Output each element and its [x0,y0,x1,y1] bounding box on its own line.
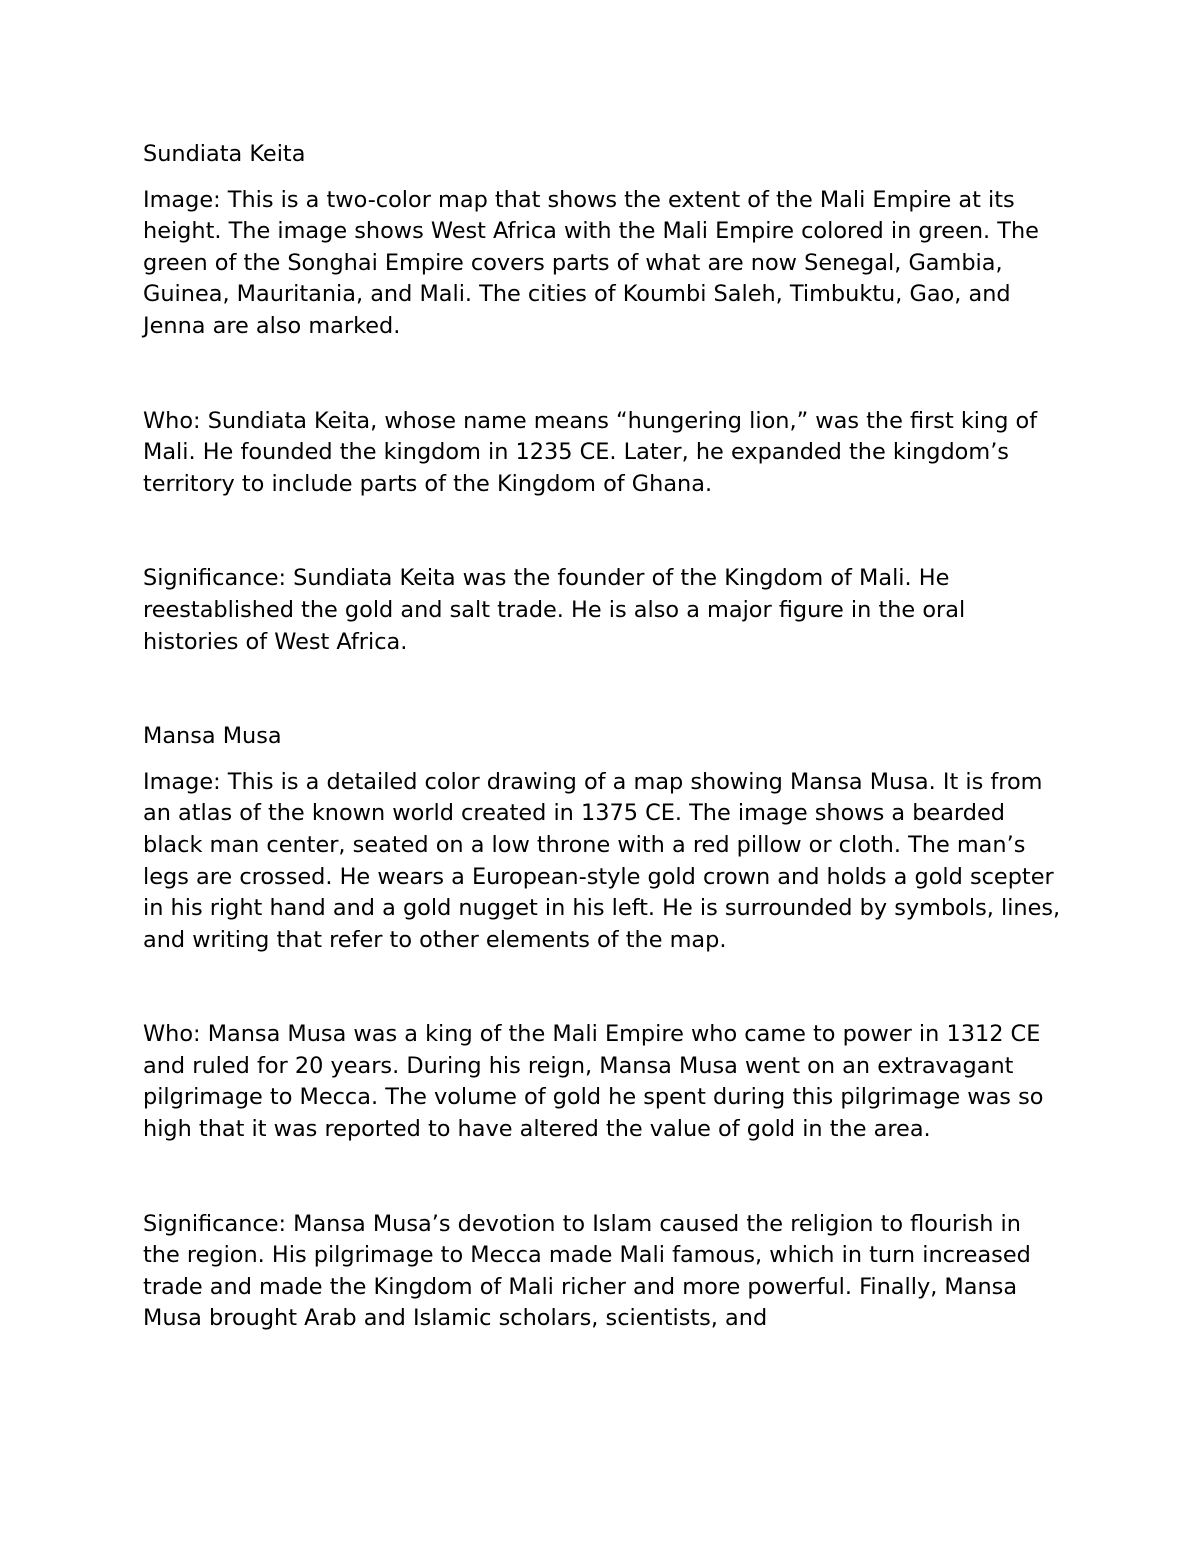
significance-paragraph: Significance: Sundiata Keita was the founder of the Kingdom of Mali. He reestablished the gold and salt trade. He is also a major figure in the oral histories of West Africa. [143,565,966,655]
document-body [143,139,1063,1335]
section-title: Mansa Musa [143,723,282,750]
who-paragraph: Who: Mansa Musa was a king of the Mali Empire who came to power in 1312 CE and ruled for 20 years. During his reign, Mansa Musa went on an extravagant pilgrimage to Mecca. The volume of gold he spent during this pilgrimage was so high that it was reported to have altered the value of gold in the area. [143,1021,1044,1143]
who-paragraph: Who: Sundiata Keita, whose name means “hungering lion,” was the first king of Mali. He founded the kingdom in 1235 CE. Later, he expanded the kingdom’s territory to include parts of the Kingdom of Ghana. [143,407,1038,497]
significance-paragraph: Significance: Mansa Musa’s devotion to Islam caused the religion to flourish in the region. His pilgrimage to Mecca made Mali famous, which in turn increased trade and made the Kingdom of Mali richer and more powerful. Finally, Mansa Musa brought Arab and Islamic scholars, scientists, and [143,1210,1031,1332]
image-description: Image: This is a detailed color drawing of a map showing Mansa Musa. It is from an atlas of the known world created in 1375 CE. The image shows a bearded black man center, seated on a low throne with a red pillow or cloth. The man’s legs are crossed. He wears a European-style gold crown and holds a gold scepter in his right hand and a gold nugget in his left. He is surrounded by symbols, lines, and writing that refer to other elements of the map. [143,768,1061,953]
section-title: Sundiata Keita [143,141,306,167]
section-mansa-musa [143,721,1063,1335]
section-sundiata-keita [143,139,1063,658]
image-description: Image: This is a two-color map that shows the extent of the Mali Empire at its height. The image shows West Africa with the Mali Empire colored in green. The green of the Songhai Empire covers parts of what are now Senegal, Gambia, Guinea, Mauritania, and Mali. The cities of Koumbi Saleh, Timbuktu, Gao, and Jenna are also marked. [143,186,1039,339]
